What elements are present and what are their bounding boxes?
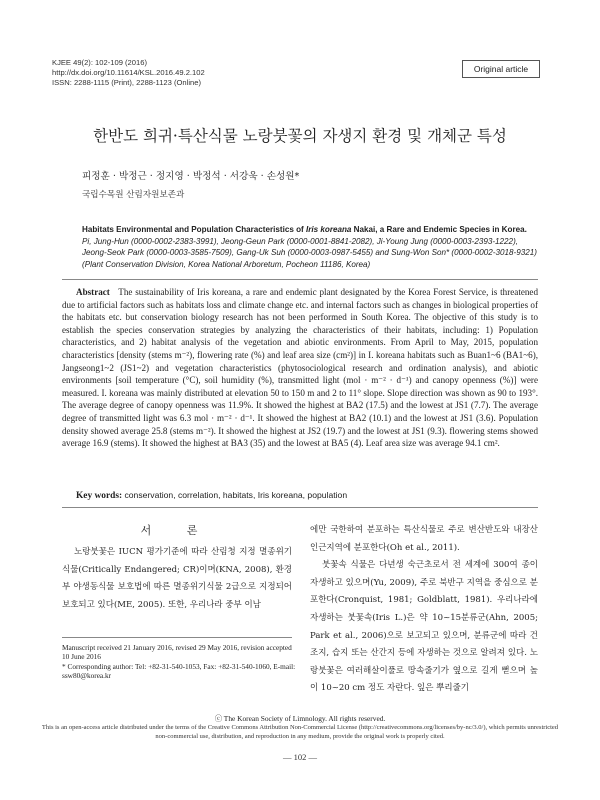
keywords-label: Key words:: [76, 491, 123, 501]
abstract-text: The sustainability of Iris koreana, a rare and endemic plant designated by the Korea Forest Service, is threatened due to artificial factors such as habitats loss and climate change etc. and internal factors such as changes in biological properties of the habitats etc. but conservation biology research has not been performed in South Korea. The objective of this study is to establish the species conservation strategies by analyzing the characteristics of their habitats, including: 1) Population characteristics, and 2) habitat analysis of the vegetation and abiotic environments. From April to May, 2015, population characteristics [density (stems m⁻²), flowering rate (%) and leaf area size (cm²)] in I. koreana habitats such as Buan1~6 (BA1~6), Jangseong1~2 (JS1~2) and vegetation characteristics (phytosociological research and ordination analysis), and abiotic environments [soil temperature (°C), soil humidity (%), transmitted light (mol · m⁻² · d⁻¹) and canopy openness (%)] were measured. I. koreana was mainly distributed at elevation 50 to 150 m and 2 to 11° slope. Slope direction was shown as 90 to 193°. The average degree of canopy openness was 11.9%. It showed the highest at BA2 (17.5) and the lowest at JS1 (7.7). The average degree of transmitted light was 6.3 mol · m⁻² · d⁻¹. It showed the highest at BA2 (10.1) and the lowest at JS1 (3.6). Population density showed average 25.8 (stems m⁻²). It showed the highest at JS2 (19.7) and the lowest at JS1 (9.3). flowering stems showed average 16.9 (stems). It showed the highest at BA3 (35) and the lowest at BA5 (4). Leaf area size was average 94.1 cm².: [62, 287, 539, 449]
issn: ISSN: 2288-1115 (Print), 2288-1123 (Online): [52, 78, 202, 87]
abstract-bottom-rule: [62, 507, 538, 508]
manuscript-dates: Manuscript received 21 January 2016, revised 29 May 2016, revision accepted 10 June 2016: [62, 643, 292, 662]
body-left-column: [62, 544, 292, 614]
english-title-block: [82, 224, 538, 270]
page-number: — 102 —: [283, 752, 317, 762]
english-title-species: Iris koreana: [305, 225, 352, 234]
english-title-part1: Habitats Environmental and Population Characteristics of: [82, 225, 306, 234]
abstract-label: Abstract: [76, 287, 110, 297]
copyright: ⓒ The Korean Society of Limnology. All rights reserved.: [214, 714, 386, 723]
body-right-column: [310, 522, 538, 698]
english-title-part2: Nakai, a Rare and Endemic Species in Korea.: [351, 225, 527, 234]
journal-citation: KJEE 49(2): 102-109 (2016): [52, 58, 147, 67]
article-type-badge: Original article: [462, 60, 540, 78]
english-authors: Pi, Jung-Hun (0000-0002-2383-3991), Jeong-Geun Park (0000-0001-8841-2082), Ji-Young Jung (0000-0003-2393-1222), Jeong-Seok Park (0000-0003-3585-7509), Gang-Uk Suh (0000-0003-0987-5455) and Sung-Won Son* (0000-0002-3018-9321) (Plant Conservation Division, Korea National Arboretum, Pocheon 11186, Korea): [82, 236, 537, 269]
doi-link[interactable]: http://dx.doi.org/10.11614/KSL.2016.49.2.102: [52, 68, 205, 77]
keywords-text: conservation, correlation, habitats, Iris koreana, population: [122, 490, 348, 500]
authors-korean: 피정훈 · 박정근 · 정지영 · 박정석 · 서강욱 · 손성원*: [82, 171, 300, 182]
abstract-top-rule: [62, 279, 538, 280]
corresponding-author: * Corresponding author: Tel: +82-31-540-1053, Fax: +82-31-540-1060, E-mail: ssw80@korea.kr: [62, 661, 296, 681]
footnote-rule: [62, 637, 292, 638]
section-title-introduction: 서 론: [140, 524, 214, 537]
body-right-paragraph-2: 붓꽃속 식물은 다년생 숙근초로서 전 세계에 300여 종이 자생하고 있으며(Yu, 2009), 주로 북반구 지역을 중심으로 분포한다(Cronquist, 1981; Goldblatt, 1981). 우리나라에 자생하는 붓꽃속(Iris L.)은 약 10~15분류군(Ahn, 2005; Park et al., 2006)으로 보고되고 있으며, 분류군에 따라 건조지, 습지 또는 산간지 등에 자생하는 것으로 알려져 있다. 노랑붓꽃은 여러해살이풀로 땅속줄기가 옆으로 길게 뻗으며 높이 10~20 cm 정도 자란다. 잎은 뿌리줄기: [310, 560, 538, 694]
license-notice: This is an open-access article distributed under the terms of the Creative Commons Attribution Non-Commercial License (http://creativecommons.org/licenses/by-nc/3.0/), which permits unrestricted non-commercial use, distribution, and reproduction in any medium, provide the original work is properly cited.: [41, 724, 559, 740]
abstract: [62, 286, 538, 450]
body-left-paragraph: 노랑붓꽃은 IUCN 평가기준에 따라 산림청 지정 멸종위기식물(Critically Endangered; CR)이며(KNA, 2008), 환경부 야생동식물 보호법에 따른 멸종위기식물 2급으로 지정되어 보호되고 있다(ME, 2005). 또한, 우리나라 중부 이남: [62, 547, 292, 610]
paper-title-korean: 한반도 희귀·특산식물 노랑붓꽃의 자생지 환경 및 개체군 특성: [93, 127, 507, 145]
body-right-paragraph-1: 에만 국한하여 분포하는 특산식물로 주로 변산반도와 내장산 인근지역에 분포한다(Oh et al., 2011).: [310, 525, 538, 553]
journal-header: [52, 58, 205, 88]
affiliation-korean: 국립수목원 산림자원보존과: [82, 190, 185, 200]
footnote: [62, 643, 298, 681]
keywords: [76, 490, 347, 501]
